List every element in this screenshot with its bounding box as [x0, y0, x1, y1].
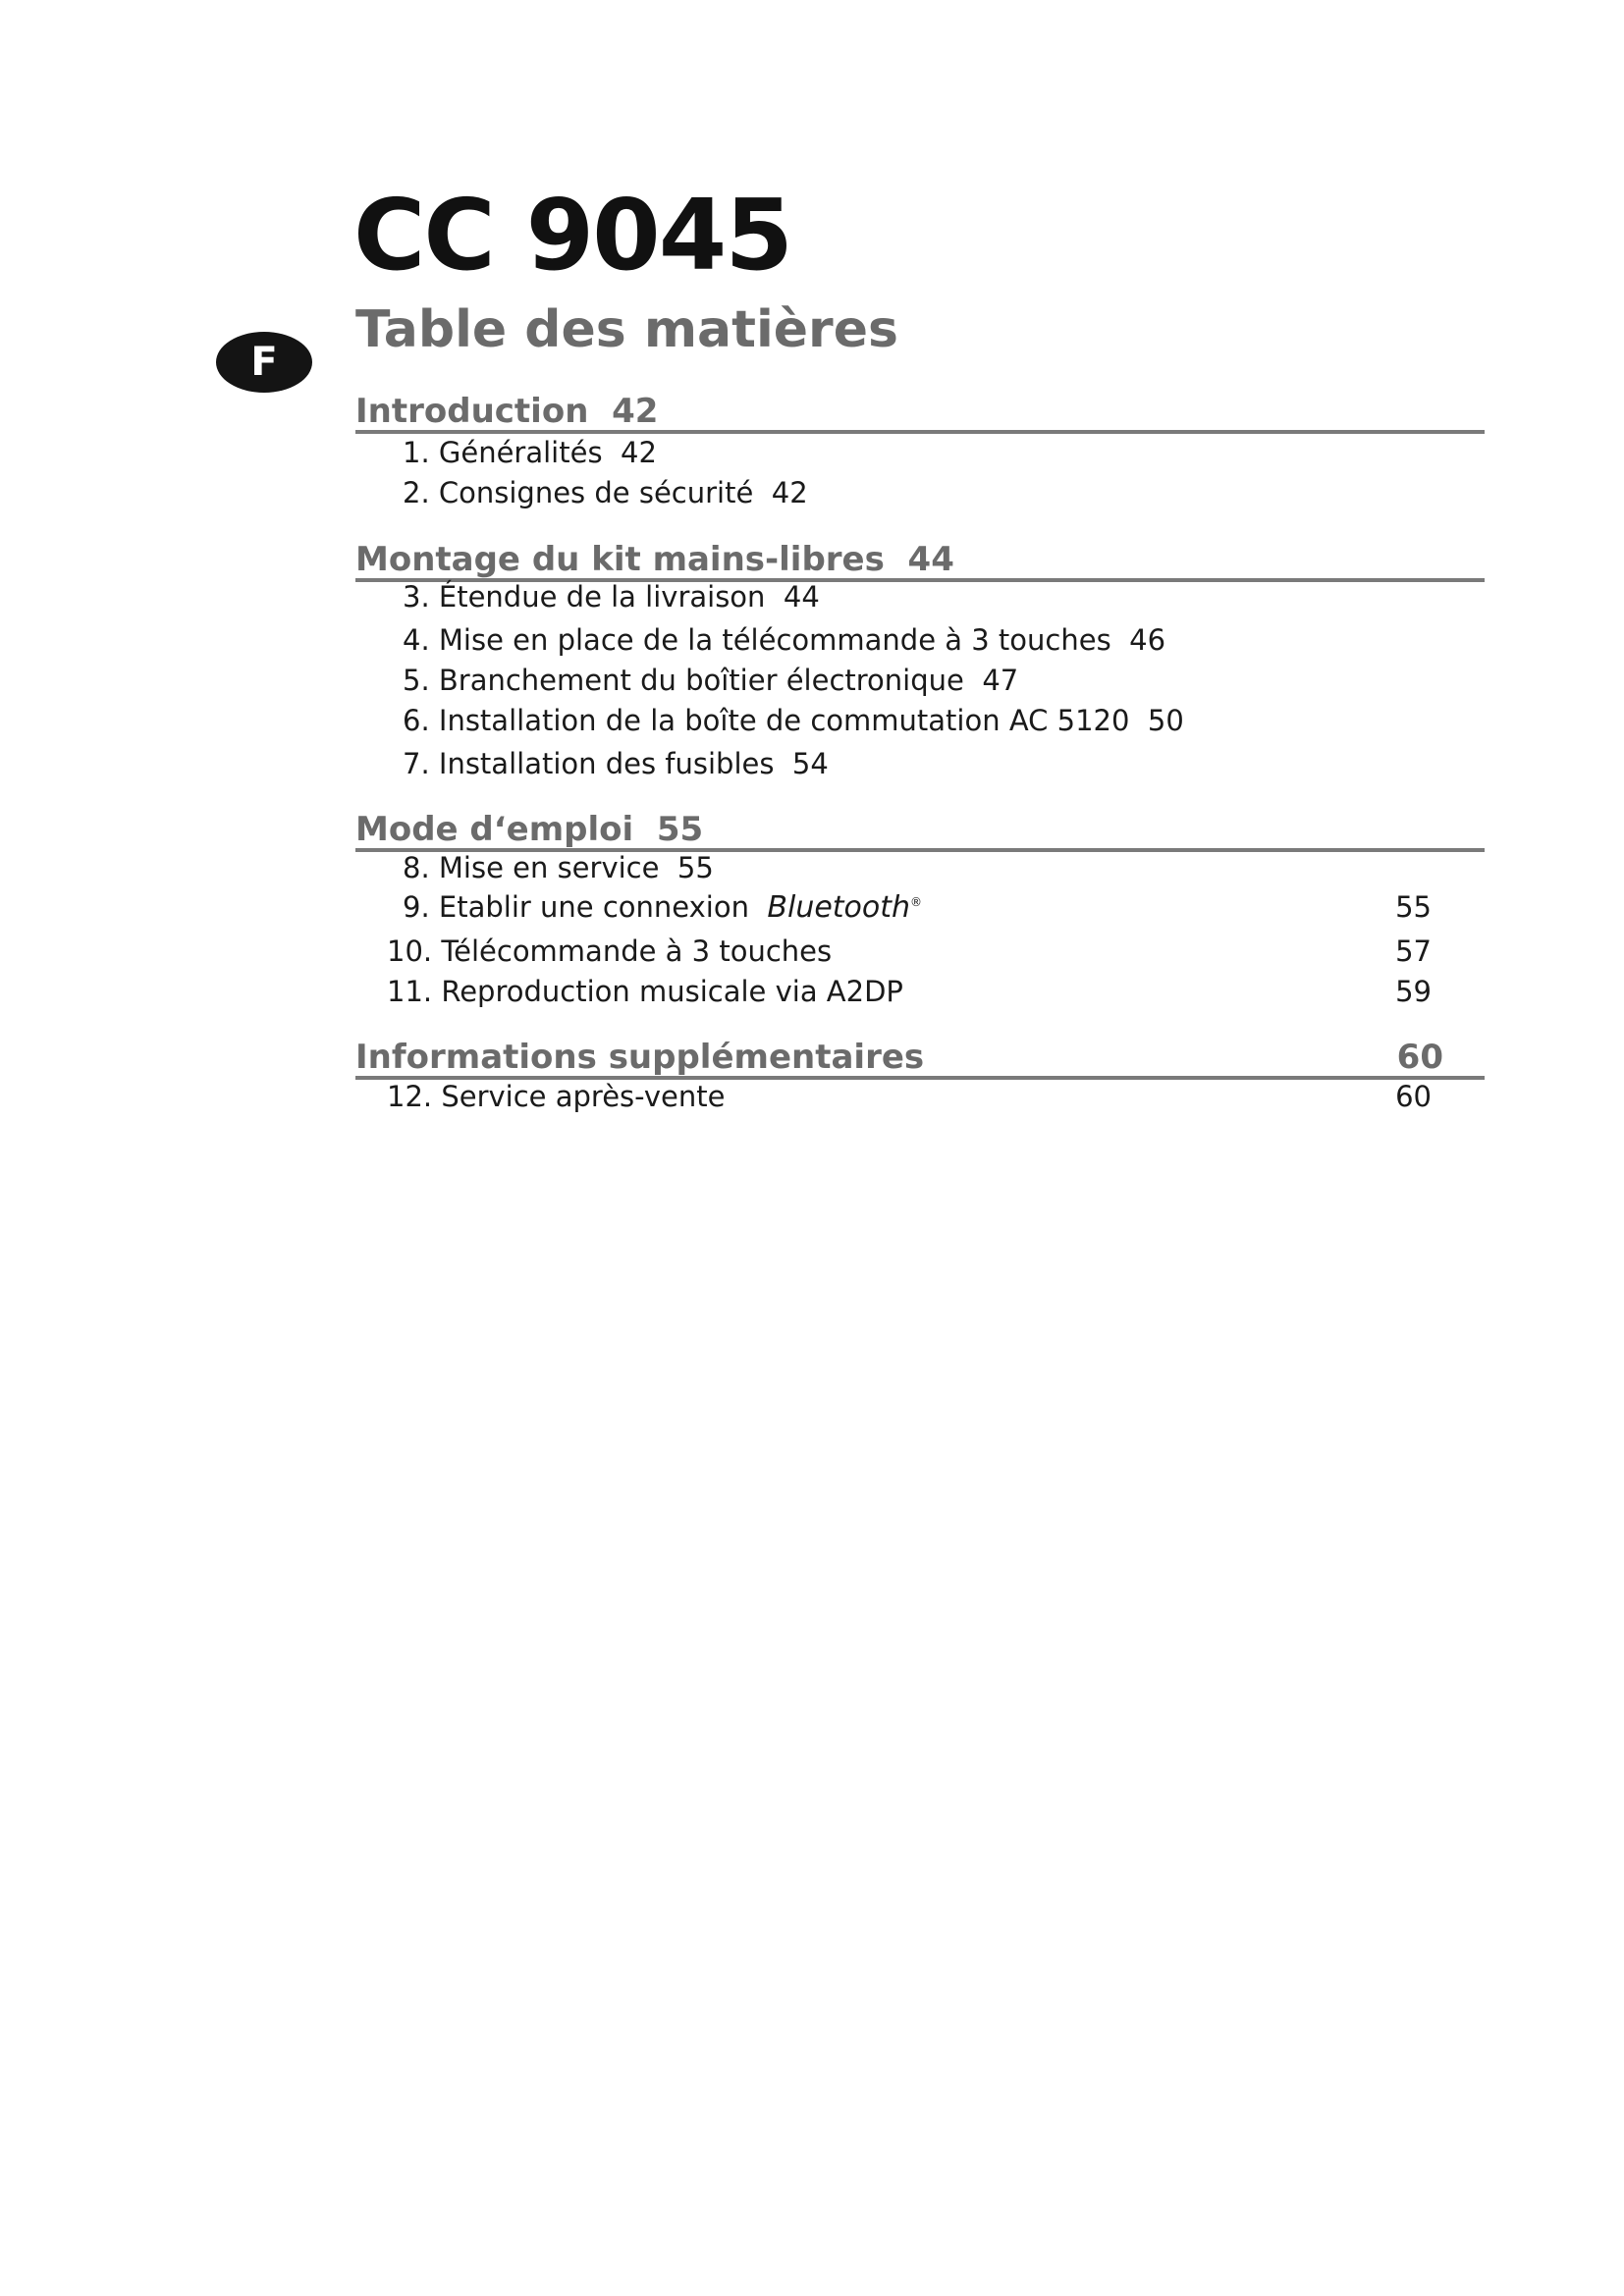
entry-number: 9. [403, 890, 430, 924]
entry-label: Mise en service [438, 851, 660, 884]
entry-number: 8. [403, 851, 430, 884]
toc-entry[interactable] [387, 975, 903, 1008]
section-title: Introduction [355, 392, 589, 431]
entry-label: Télécommande à 3 touches [441, 934, 833, 968]
section-title: Montage du kit mains-libres [355, 540, 885, 579]
entry-label: Reproduction musicale via A2DP [441, 975, 903, 1008]
section-mode-emploi [355, 805, 1485, 852]
entry-number: 5. [403, 664, 430, 697]
section-informations [355, 1033, 1485, 1080]
language-badge: F [216, 332, 312, 393]
entry-page: 50 [1147, 704, 1184, 737]
entry-label: Installation des fusibles [438, 747, 775, 780]
toc-entry[interactable] [403, 747, 829, 780]
bluetooth-brand [767, 890, 922, 925]
entry-label: Installation de la boîte de commutation AC 5120 [438, 704, 1130, 737]
section-heading[interactable] [355, 1033, 1485, 1080]
section-page: 55 [656, 810, 704, 849]
section-title: Mode d‘emploi [355, 810, 634, 849]
section-introduction [355, 387, 1485, 434]
toc-entry[interactable] [387, 934, 833, 968]
section-page: 60 [1396, 1038, 1443, 1077]
bluetooth-text: Bluetooth [767, 890, 911, 925]
toc-entry[interactable] [403, 890, 923, 925]
entry-number: 7. [403, 747, 430, 780]
section-heading[interactable] [355, 805, 1485, 852]
entry-label: Consignes de sécurité [438, 476, 754, 509]
toc-entry[interactable] [403, 623, 1166, 657]
entry-label: Etablir une connexion [438, 890, 749, 924]
entry-number: 10. [387, 934, 433, 968]
entry-label: Service après-vente [441, 1080, 726, 1113]
toc-entry[interactable] [403, 580, 820, 614]
entry-page: 60 [1395, 1080, 1432, 1113]
entry-label: Branchement du boîtier électronique [438, 664, 964, 697]
toc-entry[interactable] [403, 664, 1019, 697]
entry-number: 3. [403, 580, 430, 614]
entry-number: 4. [403, 623, 430, 657]
entry-number: 1. [403, 436, 430, 469]
entry-label: Mise en place de la télécommande à 3 touches [438, 623, 1111, 657]
entry-page: 46 [1129, 623, 1166, 657]
section-heading[interactable] [355, 387, 1485, 434]
entry-number: 11. [387, 975, 433, 1008]
section-title: Informations supplémentaires [355, 1038, 925, 1077]
entry-number: 6. [403, 704, 430, 737]
toc-entry[interactable] [403, 476, 808, 509]
entry-label: Étendue de la livraison [438, 580, 766, 614]
section-montage [355, 535, 1485, 582]
entry-page: 55 [1395, 890, 1432, 924]
toc-entry[interactable] [403, 851, 714, 884]
entry-label: Généralités [438, 436, 603, 469]
entry-page: 54 [791, 747, 829, 780]
registered-mark: ® [910, 895, 923, 909]
section-page: 42 [612, 392, 659, 431]
page-title: Table des matières [355, 300, 898, 359]
entry-number: 2. [403, 476, 430, 509]
section-page: 44 [907, 540, 954, 579]
entry-page: 42 [621, 436, 657, 469]
entry-page: 59 [1395, 975, 1432, 1008]
entry-page: 47 [982, 664, 1019, 697]
section-heading[interactable] [355, 535, 1485, 582]
entry-page: 44 [783, 580, 820, 614]
toc-entry[interactable] [403, 704, 1184, 737]
entry-page: 57 [1395, 934, 1432, 968]
entry-page: 55 [677, 851, 714, 884]
toc-entry[interactable] [387, 1080, 726, 1113]
entry-page: 42 [771, 476, 808, 509]
product-title: CC 9045 [353, 178, 791, 293]
toc-entry[interactable] [403, 436, 657, 469]
entry-number: 12. [387, 1080, 433, 1113]
